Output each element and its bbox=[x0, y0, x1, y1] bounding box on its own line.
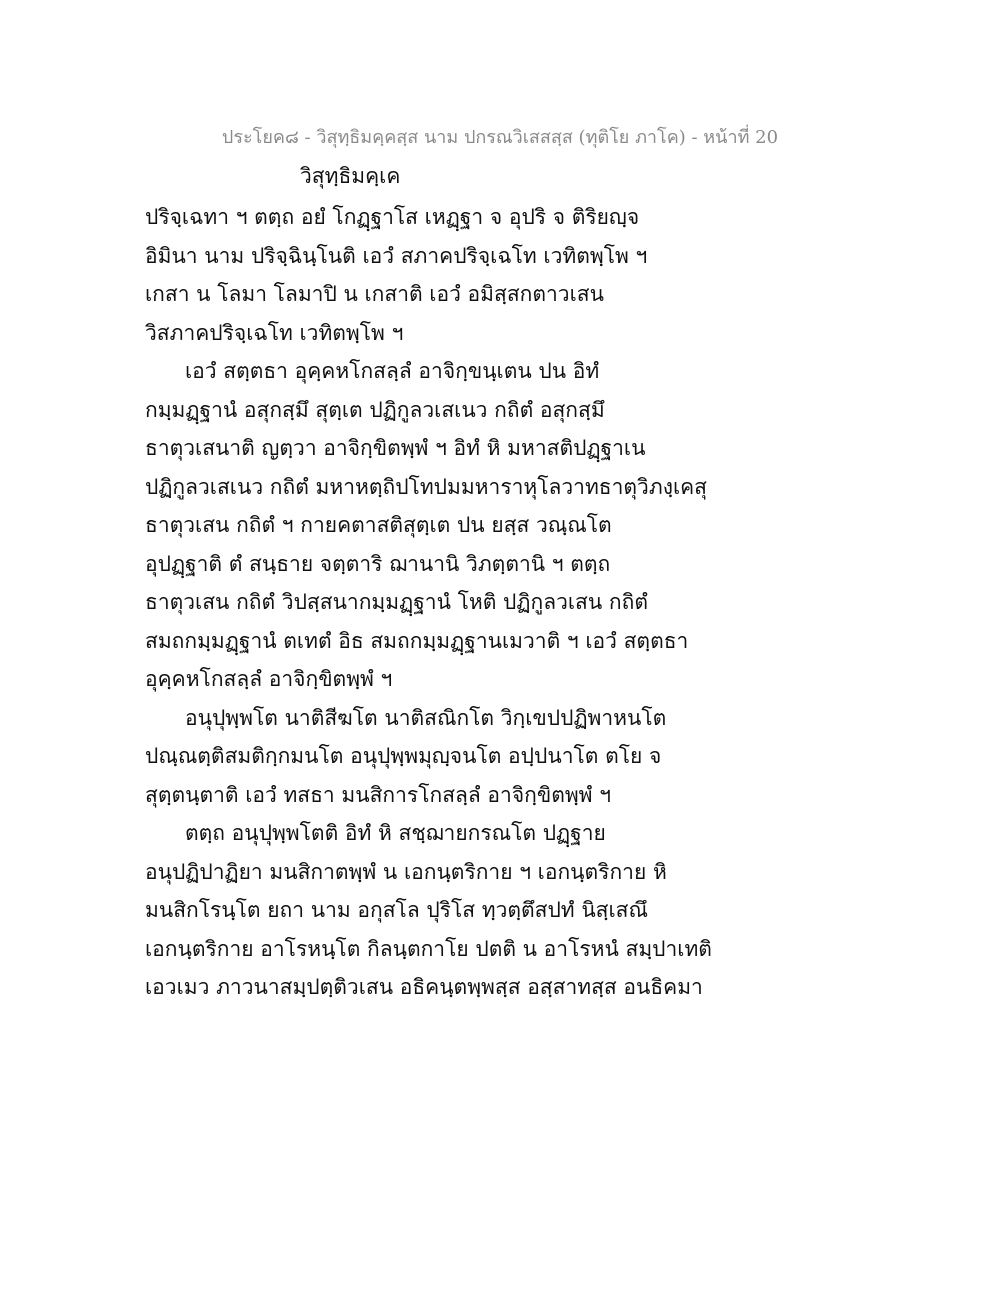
text-line: อุปฏฺฐาติ ตํ สนฺธาย จตฺตาริ ฌานานิ วิภตฺตานิ ฯ ตตฺถ bbox=[145, 551, 611, 576]
text-line: สมถกมฺมฏฺฐานํ ตเทตํ อิธ สมถกมฺมฏฺฐานเมวาติ ฯ เอวํ สตฺตธา bbox=[145, 628, 689, 653]
text-line: ธาตุวเสน กถิตํ ฯ กายคตาสติสุตฺเต ปน ยสฺส วณฺณโต bbox=[145, 513, 612, 537]
text-line: กมฺมฏฺฐานํ อสุกสฺมึ สุตฺเต ปฏิกูลวเสเนว กถิตํ อสุกสฺมึ bbox=[145, 397, 605, 422]
text-line: ปฏิกูลวเสเนว กถิตํ มหาหตฺถิปโทปมมหาราหุโลวาทธาตุวิภงฺเคสุ bbox=[145, 474, 707, 499]
paragraph-start-line: เอวํ สตฺตธา อุคฺคหโกสลฺลํ อาจิกฺขนฺเตน ปน อิทํ bbox=[185, 359, 600, 383]
text-line: สุตฺตนฺตาติ เอวํ ทสธา มนสิการโกสลฺลํ อาจิกฺขิตพฺพํ ฯ bbox=[145, 782, 611, 807]
text-line: เกสา น โลมา โลมาปิ น เกสาติ เอวํ อมิสฺสกตาวเสน bbox=[145, 282, 604, 306]
text-line: ปริจฺเฉทา ฯ ตตฺถ อยํ โกฏฺฐาโส เหฏฺฐา จ อุปริ จ ติริยญฺจ bbox=[145, 205, 640, 229]
text-line: ธาตุวเสน กถิตํ วิปสฺสนากมฺมฏฺฐานํ โหติ ปฏิกูลวเสน กถิตํ bbox=[145, 590, 648, 614]
text-line: เอกนฺตริกาย อาโรหนฺโต กิลนฺตกาโย ปตติ น อาโรหนํ สมฺปาเทติ bbox=[145, 936, 712, 961]
text-line: มนสิกโรนฺโต ยถา นาม อกุสโล ปุริโส ทฺวตฺตึสปทํ นิสฺเสณึ bbox=[145, 898, 648, 922]
text-line: ปณฺณตฺติสมติกฺกมนโต อนุปุพฺพมุญฺจนโต อปฺปนาโต ตโย จ bbox=[145, 744, 662, 768]
text-line: อนุปฏิปาฏิยา มนสิกาตพฺพํ น เอกนฺตริกาย ฯ เอกนฺตริกาย หิ bbox=[145, 859, 667, 884]
text-line: อุคฺคหโกสลฺลํ อาจิกฺขิตพฺพํ ฯ bbox=[145, 667, 393, 691]
body-text bbox=[145, 198, 712, 1007]
paragraph-start-line: ตตฺถ อนุปุพฺพโตติ อิทํ หิ สชฺฌายกรณโต ปฏฺฐาย bbox=[185, 821, 606, 845]
text-line: ธาตุวเสนาติ ญตฺวา อาจิกฺขิตพฺพํ ฯ อิทํ หิ มหาสติปฏฺฐาเน bbox=[145, 436, 646, 460]
paragraph-start-line: อนุปุพฺพโต นาติสีฆโต นาติสณิกโต วิกฺเขปปฏิพาหนโต bbox=[185, 705, 667, 730]
text-line: อิมินา นาม ปริจฺฉินฺโนติ เอวํ สภาคปริจฺเฉโท เวทิตพฺโพ ฯ bbox=[145, 243, 648, 268]
text-line: เอวเมว ภาวนาสมฺปตฺติวเสน อธิคนฺตพฺพสฺส อสฺสาทสฺส อนธิคมา bbox=[145, 975, 703, 999]
page-header: ประโยค๘ - วิสุทฺธิมคฺคสฺส นาม ปกรณวิเสสสฺส (ทุติโย ภาโค) - หน้าที่ 20 bbox=[221, 127, 779, 148]
text-line: วิสภาคปริจฺเฉโท เวทิตพฺโพ ฯ bbox=[145, 320, 404, 345]
section-title: วิสุทฺธิมคฺเค bbox=[300, 164, 401, 188]
